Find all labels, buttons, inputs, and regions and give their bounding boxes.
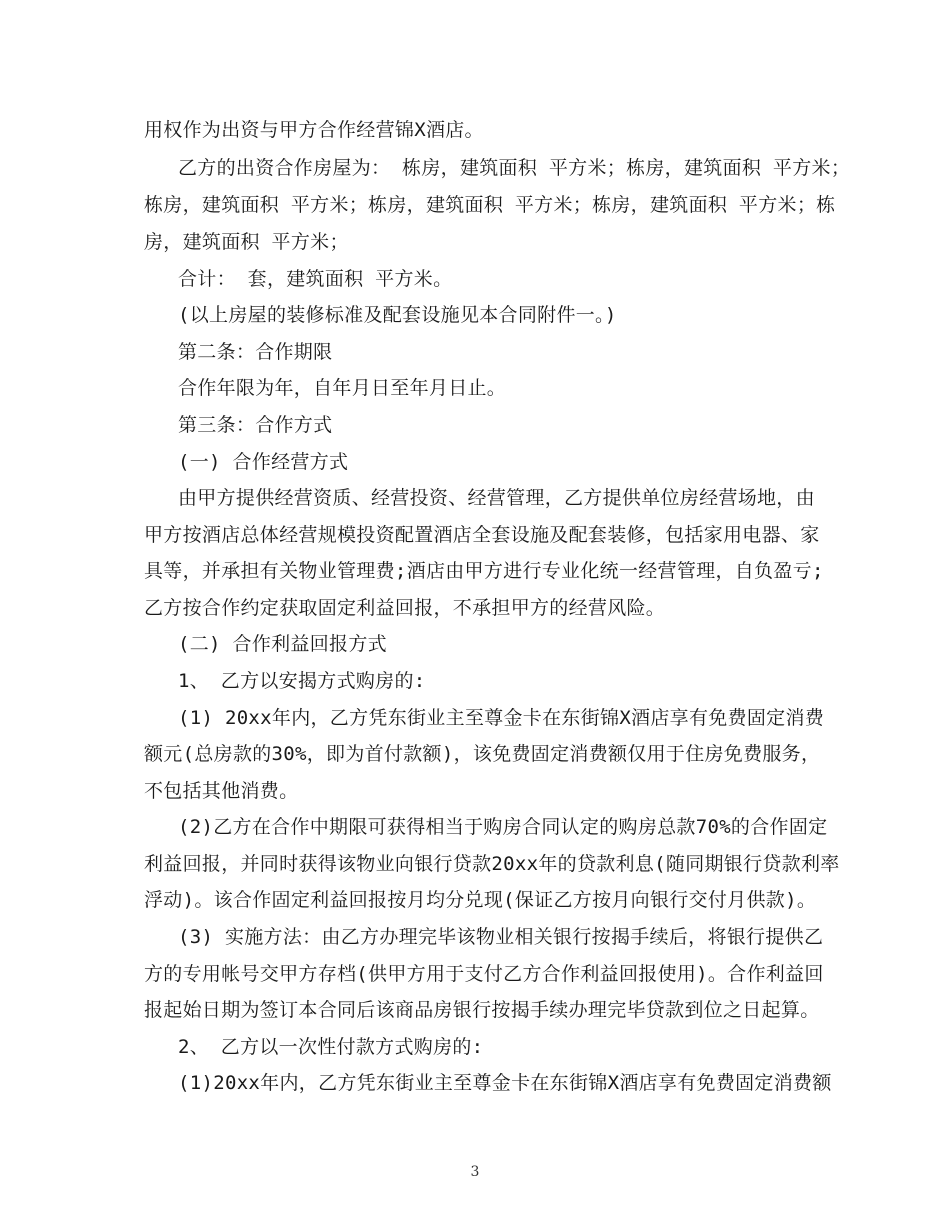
text-line: 甲方按酒店总体经营规模投资配置酒店全套设施及配套装修，包括家用电器、家 bbox=[144, 524, 820, 546]
text-line: 浮动)。该合作固定利益回报按月均分兑现(保证乙方按月向银行交付月供款)。 bbox=[144, 889, 817, 911]
list-item: 1、 乙方以安揭方式购房的: bbox=[178, 670, 426, 692]
section-heading: 第二条：合作期限 bbox=[178, 341, 333, 363]
text-line: 房，建筑面积 平方米； bbox=[144, 231, 349, 253]
text-line: 由甲方提供经营资质、经营投资、经营管理，乙方提供单位房经营场地，由 bbox=[178, 487, 815, 509]
section-heading: 第三条：合作方式 bbox=[178, 414, 333, 436]
text-line: 具等，并承担有关物业管理费;酒店由甲方进行专业化统一经营管理，自负盈亏; bbox=[144, 560, 824, 582]
subsection-heading: (一) 合作经营方式 bbox=[178, 451, 349, 473]
text-line: (3) 实施方法：由乙方办理完毕该物业相关银行按揭手续后，将银行提供乙 bbox=[178, 926, 824, 948]
page-number: 3 bbox=[470, 1164, 480, 1180]
text-line: (1) 20xx年内，乙方凭东街业主至尊金卡在东街锦X酒店享有免费固定消费 bbox=[178, 707, 825, 729]
text-line: 乙方的出资合作房屋为： 栋房，建筑面积 平方米；栋房，建筑面积 平方米； bbox=[178, 157, 851, 179]
text-line: 乙方按合作约定获取固定利益回报，不承担甲方的经营风险。 bbox=[144, 597, 666, 619]
text-line: 合计： 套，建筑面积 平方米。 bbox=[178, 268, 453, 290]
text-line: 合作年限为年，自年月日至年月日止。 bbox=[178, 377, 507, 399]
text-line: 报起始日期为签订本合同后该商品房银行按揭手续办理完毕贷款到位之日起算。 bbox=[144, 999, 820, 1021]
text-line: 不包括其他消费。 bbox=[144, 780, 299, 802]
text-line: 用权作为出资与甲方合作经营锦X酒店。 bbox=[144, 119, 484, 141]
text-line: 额元(总房款的30%，即为首付款额)，该免费固定消费额仅用于住房免费服务， bbox=[144, 743, 821, 765]
subsection-heading: (二) 合作利益回报方式 bbox=[178, 633, 387, 655]
text-line: (以上房屋的装修标准及配套设施见本合同附件一。) bbox=[178, 304, 617, 326]
text-line: 方的专用帐号交甲方存档(供甲方用于支付乙方合作利益回报使用)。合作利益回 bbox=[144, 963, 824, 985]
text-line: 利益回报，并同时获得该物业向银行贷款20xx年的贷款利息(随同期银行贷款利率 bbox=[144, 853, 840, 875]
text-line: (2)乙方在合作中期限可获得相当于购房合同认定的购房总款70%的合作固定 bbox=[178, 816, 828, 838]
text-line: (1)20xx年内，乙方凭东街业主至尊金卡在东街锦X酒店享有免费固定消费额 bbox=[178, 1072, 832, 1094]
text-line: 栋房，建筑面积 平方米；栋房，建筑面积 平方米；栋房，建筑面积 平方米；栋 bbox=[144, 194, 836, 216]
list-item: 2、 乙方以一次性付款方式购房的: bbox=[178, 1036, 484, 1058]
